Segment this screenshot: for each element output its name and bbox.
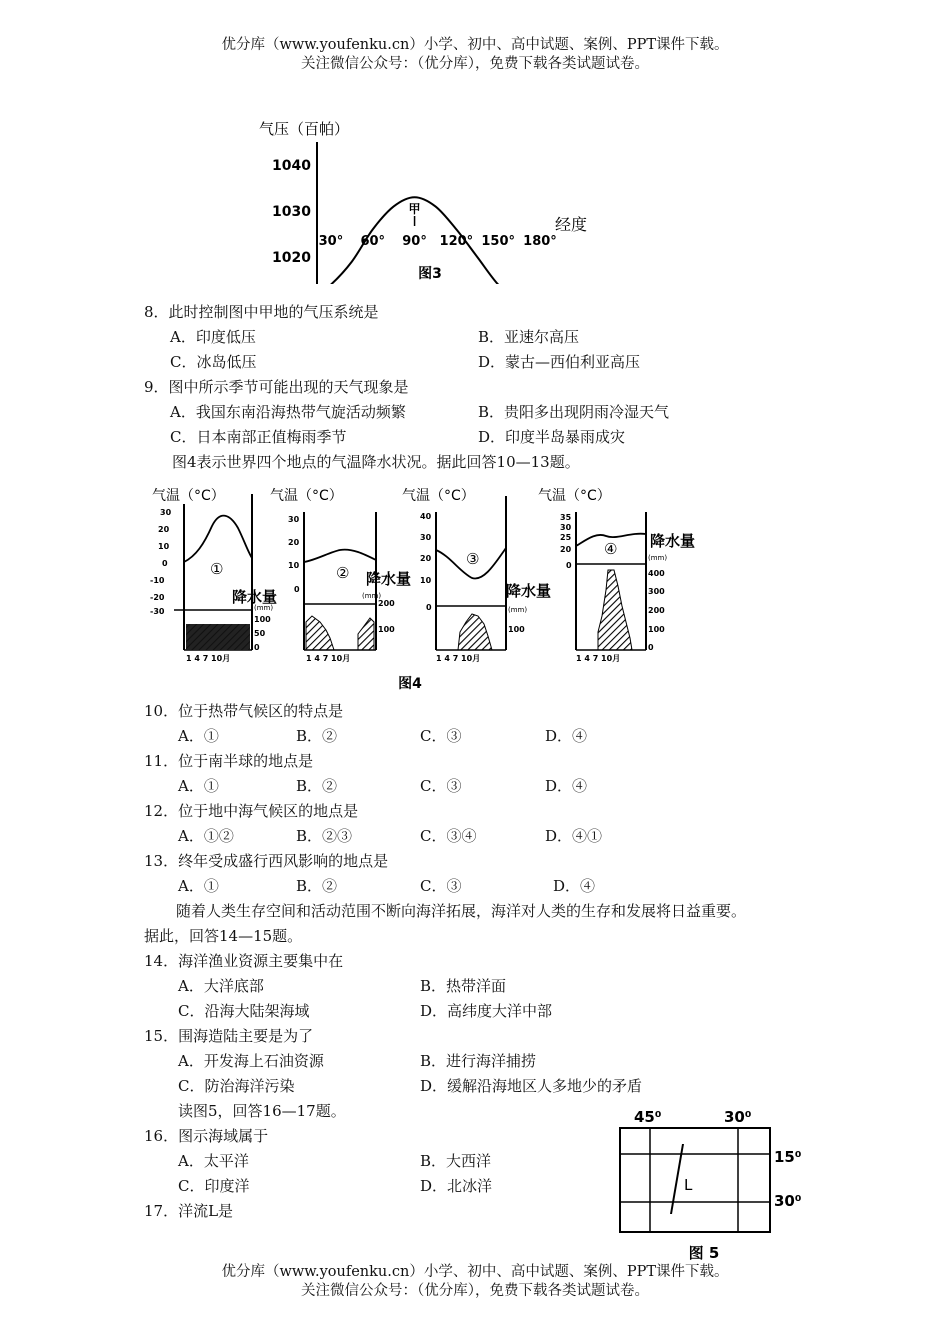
q15-option-d: D．缓解沿海地区人多地少的矛盾 bbox=[420, 1077, 643, 1095]
svg-text:(mm): (mm) bbox=[362, 592, 382, 600]
month-label-1: 1 4 7 10月 bbox=[186, 654, 231, 663]
q13-stem: 13．终年受成盛行西风影响的地点是 bbox=[144, 852, 389, 870]
temp-axis-label: 气温（°C） bbox=[152, 488, 225, 504]
svg-text:0: 0 bbox=[162, 559, 168, 568]
q8-option-a: A．印度低压 bbox=[170, 328, 256, 346]
q14-option-c: C．沿海大陆架海域 bbox=[178, 1002, 310, 1020]
q17-stem: 17．洋流L是 bbox=[144, 1202, 234, 1220]
panel-number-1: ① bbox=[210, 560, 224, 578]
q16-stem: 16．图示海域属于 bbox=[144, 1127, 269, 1145]
q12-option-a: A．①② bbox=[178, 827, 234, 845]
svg-text:20: 20 bbox=[158, 525, 170, 534]
q10-option-d: D．④ bbox=[545, 727, 588, 745]
svg-text:气温（°C）: 气温（°C） bbox=[402, 488, 475, 504]
q10-option-c: C．③ bbox=[420, 727, 462, 745]
fig3-xtick-60: 60° bbox=[360, 234, 386, 249]
q16-option-b: B．大西洋 bbox=[420, 1152, 492, 1170]
svg-text:1 4 7 10月: 1 4 7 10月 bbox=[576, 654, 621, 663]
header-line-1: 优分库（www.youfenku.cn）小学、初中、高中试题、案例、PPT课件下载。 bbox=[221, 37, 729, 53]
q14-option-b: B．热带洋面 bbox=[420, 977, 507, 995]
svg-text:降水量: 降水量 bbox=[366, 570, 412, 588]
svg-text:0: 0 bbox=[254, 643, 260, 652]
q16-option-a: A．太平洋 bbox=[178, 1152, 249, 1170]
q11-stem: 11．位于南半球的地点是 bbox=[144, 752, 314, 770]
q9-option-b: B．贵阳多出现阴雨冷湿天气 bbox=[478, 403, 670, 421]
q16-option-d: D．北冰洋 bbox=[420, 1177, 493, 1195]
svg-text:300: 300 bbox=[648, 587, 665, 596]
lat-label-15: 15⁰ bbox=[774, 1148, 802, 1166]
svg-text:35: 35 bbox=[560, 513, 572, 522]
figure-5-ocean-grid bbox=[612, 1106, 822, 1266]
fig4-intro: 图4表示世界四个地点的气温降水状况。据此回答10—13题。 bbox=[172, 453, 580, 471]
svg-text:0: 0 bbox=[648, 643, 654, 652]
fig3-ytick-1030: 1030 bbox=[272, 204, 311, 220]
q11-option-a: A．① bbox=[178, 777, 219, 795]
q15-option-c: C．防治海洋污染 bbox=[178, 1077, 295, 1095]
svg-text:25: 25 bbox=[560, 533, 572, 542]
q10-option-a: A．① bbox=[178, 727, 219, 745]
lon-label-30: 30⁰ bbox=[724, 1108, 752, 1126]
lat-label-30: 30⁰ bbox=[774, 1192, 802, 1210]
fig3-xlabel: 经度 bbox=[555, 215, 588, 234]
fig3-xtick-90: 90° bbox=[402, 234, 427, 249]
fig5-caption: 图 5 bbox=[688, 1244, 720, 1262]
q9-option-c: C．日本南部正值梅雨季节 bbox=[170, 428, 347, 446]
current-label: L bbox=[684, 1176, 693, 1194]
q12-option-b: B．②③ bbox=[296, 827, 353, 845]
svg-text:100: 100 bbox=[648, 625, 665, 634]
fig3-ylabel: 气压（百帕） bbox=[259, 120, 350, 138]
q15-stem: 15．围海造陆主要是为了 bbox=[144, 1027, 314, 1045]
fig3-ytick-1020: 1020 bbox=[272, 250, 311, 266]
header-line-2: 关注微信公众号：（优分库），免费下载各类试题试卷。 bbox=[301, 56, 649, 72]
fig4-caption: 图4 bbox=[398, 676, 422, 692]
climate-panel-1 bbox=[150, 488, 277, 663]
q16-intro: 读图5，回答16—17题。 bbox=[178, 1102, 346, 1120]
q8-stem: 8．此时控制图中甲地的气压系统是 bbox=[144, 303, 379, 321]
svg-text:20: 20 bbox=[560, 545, 572, 554]
svg-text:30: 30 bbox=[288, 515, 300, 524]
fig3-xtick-120: 120° bbox=[439, 234, 474, 249]
fig3-xtick-150: 150° bbox=[481, 234, 516, 249]
lon-label-45: 45⁰ bbox=[634, 1108, 662, 1126]
q13-option-a: A．① bbox=[178, 877, 219, 895]
svg-text:30: 30 bbox=[160, 508, 172, 517]
q11-option-b: B．② bbox=[296, 777, 338, 795]
svg-text:10: 10 bbox=[158, 542, 170, 551]
svg-text:10: 10 bbox=[420, 576, 432, 585]
q14-intro-line-1: 随着人类生存空间和活动范围不断向海洋拓展，海洋对人类的生存和发展将日益重要。 bbox=[176, 902, 747, 920]
svg-text:-20: -20 bbox=[150, 593, 165, 602]
fig3-xtick-180: 180° bbox=[523, 234, 557, 249]
q8-option-c: C．冰岛低压 bbox=[170, 353, 257, 371]
q14-stem: 14．海洋渔业资源主要集中在 bbox=[144, 952, 344, 970]
q9-option-d: D．印度半岛暴雨成灾 bbox=[478, 428, 626, 446]
svg-text:(mm): (mm) bbox=[648, 554, 668, 562]
q8-option-d: D．蒙古—西伯利亚高压 bbox=[478, 353, 641, 371]
q10-option-b: B．② bbox=[296, 727, 338, 745]
q15-option-b: B．进行海洋捕捞 bbox=[420, 1052, 537, 1070]
q11-option-d: D．④ bbox=[545, 777, 588, 795]
svg-text:0: 0 bbox=[566, 561, 572, 570]
svg-text:40: 40 bbox=[420, 512, 432, 521]
svg-text:②: ② bbox=[336, 564, 350, 582]
svg-text:0: 0 bbox=[426, 603, 432, 612]
svg-text:气温（°C）: 气温（°C） bbox=[538, 488, 611, 504]
fig3-xtick-30: 30° bbox=[318, 234, 344, 249]
point-jia-label: 甲 bbox=[408, 202, 421, 216]
footer-line-1: 优分库（www.youfenku.cn）小学、初中、高中试题、案例、PPT课件下载。 bbox=[221, 1264, 729, 1280]
svg-text:降水量: 降水量 bbox=[650, 532, 696, 550]
svg-text:50: 50 bbox=[254, 629, 266, 638]
q9-option-a: A．我国东南沿海热带气旋活动频繁 bbox=[170, 403, 406, 421]
q16-option-c: C．印度洋 bbox=[178, 1177, 250, 1195]
q15-option-a: A．开发海上石油资源 bbox=[178, 1052, 324, 1070]
q14-option-a: A．大洋底部 bbox=[178, 977, 264, 995]
precip-label-1: 降水量 bbox=[232, 588, 278, 606]
q12-option-c: C．③④ bbox=[420, 827, 477, 845]
svg-text:-30: -30 bbox=[150, 607, 165, 616]
svg-text:10: 10 bbox=[288, 561, 300, 570]
figure-3-chart bbox=[255, 112, 605, 284]
svg-text:200: 200 bbox=[648, 606, 665, 615]
svg-text:20: 20 bbox=[420, 554, 432, 563]
mm-label-1: (mm) bbox=[254, 604, 274, 612]
q14-intro-line-2: 据此，回答14—15题。 bbox=[144, 927, 303, 945]
svg-text:0: 0 bbox=[294, 585, 300, 594]
fig3-caption: 图3 bbox=[418, 266, 442, 282]
q8-option-b: B．亚速尔高压 bbox=[478, 328, 580, 346]
svg-text:100: 100 bbox=[508, 625, 525, 634]
svg-text:气温（°C）: 气温（°C） bbox=[270, 488, 343, 504]
temperature-curve-1 bbox=[184, 516, 252, 562]
svg-text:④: ④ bbox=[604, 540, 618, 558]
svg-text:30: 30 bbox=[560, 523, 572, 532]
svg-text:200: 200 bbox=[378, 599, 395, 608]
q14-option-d: D．高纬度大洋中部 bbox=[420, 1002, 553, 1020]
q12-stem: 12．位于地中海气候区的地点是 bbox=[144, 802, 359, 820]
svg-text:1 4 7 10月: 1 4 7 10月 bbox=[306, 654, 351, 663]
svg-text:1 4 7 10月: 1 4 7 10月 bbox=[436, 654, 481, 663]
q13-option-b: B．② bbox=[296, 877, 338, 895]
svg-text:400: 400 bbox=[648, 569, 665, 578]
svg-text:20: 20 bbox=[288, 538, 300, 547]
svg-text:③: ③ bbox=[466, 550, 480, 568]
q11-option-c: C．③ bbox=[420, 777, 462, 795]
q13-option-d: D．④ bbox=[553, 877, 596, 895]
svg-text:100: 100 bbox=[378, 625, 395, 634]
svg-text:-10: -10 bbox=[150, 576, 165, 585]
q12-option-d: D．④① bbox=[545, 827, 603, 845]
figure-4-climate-charts bbox=[140, 482, 720, 694]
q13-option-c: C．③ bbox=[420, 877, 462, 895]
fig3-ytick-1040: 1040 bbox=[272, 158, 311, 174]
svg-text:30: 30 bbox=[420, 533, 432, 542]
svg-text:降水量: 降水量 bbox=[506, 582, 552, 600]
footer-line-2: 关注微信公众号：（优分库），免费下载各类试题试卷。 bbox=[301, 1283, 649, 1299]
climate-panel-2 bbox=[270, 488, 411, 663]
svg-text:(mm): (mm) bbox=[508, 606, 528, 614]
climate-panel-4 bbox=[538, 488, 695, 663]
q10-stem: 10．位于热带气候区的特点是 bbox=[144, 702, 344, 720]
q9-stem: 9．图中所示季节可能出现的天气现象是 bbox=[144, 378, 409, 396]
svg-text:100: 100 bbox=[254, 615, 271, 624]
climate-panel-3 bbox=[402, 488, 551, 663]
